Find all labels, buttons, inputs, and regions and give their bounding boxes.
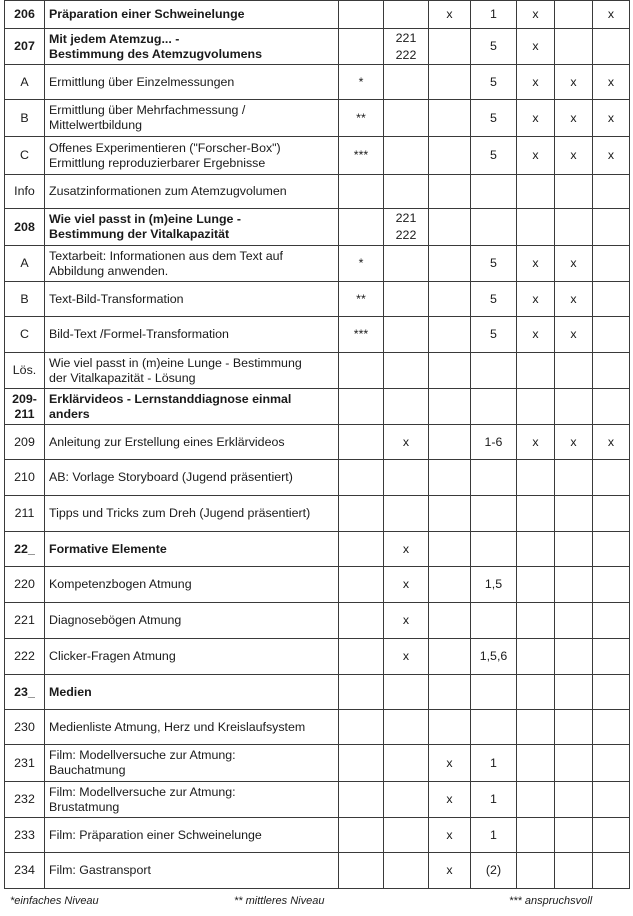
cell-ref bbox=[384, 389, 429, 425]
cell-ref bbox=[384, 353, 429, 389]
cell-col-b: x bbox=[555, 65, 593, 100]
cell-number: 220 bbox=[5, 567, 45, 603]
cell-number: 23_ bbox=[5, 675, 45, 710]
cell-col-a bbox=[517, 209, 555, 246]
cell-ref: x bbox=[384, 532, 429, 567]
cell-col-c bbox=[593, 496, 630, 532]
cell-title: Wie viel passt in (m)eine Lunge - Bestimmung der Vitalkapazität bbox=[45, 209, 339, 246]
cell-ref: 221 222 bbox=[384, 209, 429, 246]
cell-film: x bbox=[429, 1, 471, 29]
cell-col-b bbox=[555, 532, 593, 567]
table-row bbox=[5, 29, 630, 65]
cell-level bbox=[339, 567, 384, 603]
cell-level bbox=[339, 853, 384, 889]
cell-level bbox=[339, 353, 384, 389]
cell-ref bbox=[384, 710, 429, 745]
cell-number: B bbox=[5, 282, 45, 317]
cell-ref bbox=[384, 745, 429, 782]
cell-title: Medien bbox=[45, 675, 339, 710]
cell-col-c bbox=[593, 282, 630, 317]
cell-number: Lös. bbox=[5, 353, 45, 389]
cell-film bbox=[429, 100, 471, 137]
cell-ref bbox=[384, 818, 429, 853]
cell-film bbox=[429, 567, 471, 603]
cell-col-a: x bbox=[517, 65, 555, 100]
cell-number: A bbox=[5, 65, 45, 100]
cell-film bbox=[429, 209, 471, 246]
cell-col-a bbox=[517, 782, 555, 818]
cell-col-c bbox=[593, 603, 630, 639]
cell-col-c bbox=[593, 675, 630, 710]
cell-level bbox=[339, 425, 384, 460]
cell-level bbox=[339, 675, 384, 710]
cell-col-b bbox=[555, 567, 593, 603]
cell-title: Film: Modellversuche zur Atmung: Brustatmung bbox=[45, 782, 339, 818]
cell-film bbox=[429, 65, 471, 100]
table-row bbox=[5, 496, 630, 532]
cell-number: 208 bbox=[5, 209, 45, 246]
cell-col-b bbox=[555, 353, 593, 389]
cell-film bbox=[429, 460, 471, 496]
cell-level bbox=[339, 1, 384, 29]
cell-film bbox=[429, 175, 471, 209]
cell-col-b bbox=[555, 389, 593, 425]
cell-level bbox=[339, 29, 384, 65]
cell-col-a bbox=[517, 675, 555, 710]
cell-ref bbox=[384, 853, 429, 889]
cell-col-b bbox=[555, 175, 593, 209]
cell-col-c bbox=[593, 246, 630, 282]
cell-film bbox=[429, 675, 471, 710]
cell-col-c bbox=[593, 782, 630, 818]
cell-film bbox=[429, 425, 471, 460]
cell-level bbox=[339, 532, 384, 567]
cell-col-b: x bbox=[555, 137, 593, 175]
table-row bbox=[5, 818, 630, 853]
cell-film: x bbox=[429, 745, 471, 782]
cell-title: Erklärvideos - Lernstanddiagnose einmal anders bbox=[45, 389, 339, 425]
cell-competence: (2) bbox=[471, 853, 517, 889]
cell-competence: 5 bbox=[471, 282, 517, 317]
cell-col-c bbox=[593, 639, 630, 675]
cell-col-c bbox=[593, 567, 630, 603]
cell-number: 211 bbox=[5, 496, 45, 532]
cell-ref bbox=[384, 317, 429, 353]
cell-number: 207 bbox=[5, 29, 45, 65]
cell-film bbox=[429, 603, 471, 639]
table-row bbox=[5, 532, 630, 567]
cell-film bbox=[429, 496, 471, 532]
cell-competence: 1,5,6 bbox=[471, 639, 517, 675]
cell-competence bbox=[471, 209, 517, 246]
cell-col-c bbox=[593, 353, 630, 389]
cell-number: B bbox=[5, 100, 45, 137]
cell-col-c bbox=[593, 209, 630, 246]
cell-competence: 1 bbox=[471, 818, 517, 853]
difficulty-legend bbox=[0, 895, 633, 913]
cell-ref bbox=[384, 65, 429, 100]
cell-title: Medienliste Atmung, Herz und Kreislaufsystem bbox=[45, 710, 339, 745]
cell-col-c bbox=[593, 460, 630, 496]
cell-col-b bbox=[555, 745, 593, 782]
cell-col-a: x bbox=[517, 317, 555, 353]
cell-ref bbox=[384, 175, 429, 209]
cell-col-c bbox=[593, 389, 630, 425]
cell-ref bbox=[384, 1, 429, 29]
cell-ref bbox=[384, 675, 429, 710]
cell-col-b: x bbox=[555, 100, 593, 137]
cell-col-a bbox=[517, 639, 555, 675]
cell-level bbox=[339, 175, 384, 209]
cell-competence bbox=[471, 353, 517, 389]
cell-competence: 1 bbox=[471, 745, 517, 782]
cell-number: Info bbox=[5, 175, 45, 209]
table-row bbox=[5, 389, 630, 425]
cell-ref bbox=[384, 782, 429, 818]
cell-col-c: x bbox=[593, 137, 630, 175]
cell-competence: 5 bbox=[471, 29, 517, 65]
cell-col-b bbox=[555, 460, 593, 496]
cell-col-a bbox=[517, 603, 555, 639]
cell-title: Diagnosebögen Atmung bbox=[45, 603, 339, 639]
cell-title: Film: Modellversuche zur Atmung: Bauchatmung bbox=[45, 745, 339, 782]
cell-title: Anleitung zur Erstellung eines Erklärvideos bbox=[45, 425, 339, 460]
cell-number: 221 bbox=[5, 603, 45, 639]
cell-number: C bbox=[5, 317, 45, 353]
table-row bbox=[5, 782, 630, 818]
cell-col-b bbox=[555, 710, 593, 745]
cell-competence bbox=[471, 710, 517, 745]
cell-col-c bbox=[593, 317, 630, 353]
cell-number: 209- 211 bbox=[5, 389, 45, 425]
table-row bbox=[5, 639, 630, 675]
cell-col-b bbox=[555, 496, 593, 532]
cell-title: Clicker-Fragen Atmung bbox=[45, 639, 339, 675]
cell-col-a: x bbox=[517, 246, 555, 282]
table-row bbox=[5, 853, 630, 889]
cell-ref: x bbox=[384, 567, 429, 603]
cell-level bbox=[339, 603, 384, 639]
cell-film bbox=[429, 29, 471, 65]
table-row bbox=[5, 353, 630, 389]
cell-ref bbox=[384, 137, 429, 175]
cell-col-a: x bbox=[517, 1, 555, 29]
cell-competence bbox=[471, 460, 517, 496]
cell-competence: 1 bbox=[471, 782, 517, 818]
cell-col-c bbox=[593, 710, 630, 745]
cell-level bbox=[339, 209, 384, 246]
cell-col-b: x bbox=[555, 425, 593, 460]
table-row bbox=[5, 567, 630, 603]
cell-film: x bbox=[429, 782, 471, 818]
cell-col-c bbox=[593, 818, 630, 853]
cell-number: 230 bbox=[5, 710, 45, 745]
cell-level bbox=[339, 389, 384, 425]
table-row bbox=[5, 745, 630, 782]
cell-col-a: x bbox=[517, 425, 555, 460]
cell-film bbox=[429, 710, 471, 745]
cell-title: Film: Gastransport bbox=[45, 853, 339, 889]
cell-film bbox=[429, 282, 471, 317]
cell-title: Textarbeit: Informationen aus dem Text auf Abbildung anwenden. bbox=[45, 246, 339, 282]
cell-competence: 5 bbox=[471, 137, 517, 175]
cell-competence bbox=[471, 496, 517, 532]
cell-film bbox=[429, 353, 471, 389]
cell-competence: 1-6 bbox=[471, 425, 517, 460]
legend-advanced-level: *** anspruchsvoll bbox=[509, 895, 593, 907]
cell-col-c bbox=[593, 175, 630, 209]
cell-ref: x bbox=[384, 425, 429, 460]
cell-col-c bbox=[593, 745, 630, 782]
cell-col-b bbox=[555, 209, 593, 246]
table-row bbox=[5, 282, 630, 317]
cell-level: * bbox=[339, 65, 384, 100]
cell-col-a bbox=[517, 532, 555, 567]
cell-col-b bbox=[555, 782, 593, 818]
cell-col-b bbox=[555, 29, 593, 65]
cell-number: 233 bbox=[5, 818, 45, 853]
table-row bbox=[5, 175, 630, 209]
cell-title: Zusatzinformationen zum Atemzugvolumen bbox=[45, 175, 339, 209]
cell-col-c: x bbox=[593, 100, 630, 137]
cell-col-c: x bbox=[593, 425, 630, 460]
cell-ref bbox=[384, 246, 429, 282]
cell-ref bbox=[384, 100, 429, 137]
cell-col-c: x bbox=[593, 1, 630, 29]
cell-ref bbox=[384, 496, 429, 532]
cell-number: 231 bbox=[5, 745, 45, 782]
cell-competence: 5 bbox=[471, 246, 517, 282]
cell-number: 206 bbox=[5, 1, 45, 29]
cell-col-a bbox=[517, 496, 555, 532]
cell-number: C bbox=[5, 137, 45, 175]
table-row bbox=[5, 1, 630, 29]
cell-col-a: x bbox=[517, 29, 555, 65]
cell-title: AB: Vorlage Storyboard (Jugend präsentiert) bbox=[45, 460, 339, 496]
cell-col-c bbox=[593, 532, 630, 567]
cell-competence: 5 bbox=[471, 100, 517, 137]
cell-title: Präparation einer Schweinelunge bbox=[45, 1, 339, 29]
cell-competence: 5 bbox=[471, 65, 517, 100]
legend-medium-level: ** mittleres Niveau bbox=[234, 895, 325, 907]
materials-table bbox=[4, 0, 630, 889]
cell-col-a bbox=[517, 745, 555, 782]
cell-col-a bbox=[517, 353, 555, 389]
cell-title: Formative Elemente bbox=[45, 532, 339, 567]
cell-film: x bbox=[429, 818, 471, 853]
cell-title: Ermittlung über Mehrfachmessung / Mittelwertbildung bbox=[45, 100, 339, 137]
legend-basic-level: *einfaches Niveau bbox=[10, 895, 99, 907]
cell-ref bbox=[384, 282, 429, 317]
cell-col-a: x bbox=[517, 100, 555, 137]
table-row bbox=[5, 65, 630, 100]
cell-col-a bbox=[517, 175, 555, 209]
cell-col-b: x bbox=[555, 282, 593, 317]
cell-competence bbox=[471, 175, 517, 209]
cell-level bbox=[339, 639, 384, 675]
table-row bbox=[5, 460, 630, 496]
cell-col-a bbox=[517, 853, 555, 889]
cell-number: 232 bbox=[5, 782, 45, 818]
cell-competence bbox=[471, 389, 517, 425]
cell-col-c bbox=[593, 853, 630, 889]
cell-level bbox=[339, 818, 384, 853]
cell-col-a bbox=[517, 389, 555, 425]
cell-col-b bbox=[555, 853, 593, 889]
cell-ref: x bbox=[384, 639, 429, 675]
cell-col-a bbox=[517, 818, 555, 853]
cell-competence: 1 bbox=[471, 1, 517, 29]
cell-number: 210 bbox=[5, 460, 45, 496]
cell-number: 22_ bbox=[5, 532, 45, 567]
cell-ref bbox=[384, 460, 429, 496]
cell-competence: 5 bbox=[471, 317, 517, 353]
cell-number: 209 bbox=[5, 425, 45, 460]
cell-title: Offenes Experimentieren ("Forscher-Box") Ermittlung reproduzierbarer Ergebnisse bbox=[45, 137, 339, 175]
cell-number: A bbox=[5, 246, 45, 282]
cell-film bbox=[429, 246, 471, 282]
cell-film bbox=[429, 137, 471, 175]
cell-film bbox=[429, 389, 471, 425]
cell-level: ** bbox=[339, 282, 384, 317]
cell-number: 222 bbox=[5, 639, 45, 675]
cell-col-b bbox=[555, 675, 593, 710]
cell-col-b bbox=[555, 603, 593, 639]
cell-competence: 1,5 bbox=[471, 567, 517, 603]
cell-competence bbox=[471, 675, 517, 710]
cell-level: * bbox=[339, 246, 384, 282]
table-row bbox=[5, 137, 630, 175]
cell-film bbox=[429, 639, 471, 675]
cell-title: Tipps und Tricks zum Dreh (Jugend präsentiert) bbox=[45, 496, 339, 532]
table-row bbox=[5, 425, 630, 460]
cell-level: *** bbox=[339, 317, 384, 353]
cell-col-b bbox=[555, 639, 593, 675]
cell-level bbox=[339, 496, 384, 532]
cell-col-a bbox=[517, 710, 555, 745]
cell-title: Ermittlung über Einzelmessungen bbox=[45, 65, 339, 100]
cell-col-a bbox=[517, 567, 555, 603]
cell-col-b: x bbox=[555, 246, 593, 282]
cell-col-b: x bbox=[555, 317, 593, 353]
table-row bbox=[5, 317, 630, 353]
cell-title: Text-Bild-Transformation bbox=[45, 282, 339, 317]
cell-col-a: x bbox=[517, 137, 555, 175]
cell-col-a: x bbox=[517, 282, 555, 317]
cell-col-b bbox=[555, 818, 593, 853]
table-row bbox=[5, 100, 630, 137]
cell-title: Mit jedem Atemzug... - Bestimmung des Atemzugvolumens bbox=[45, 29, 339, 65]
cell-col-a bbox=[517, 460, 555, 496]
cell-competence bbox=[471, 532, 517, 567]
cell-title: Wie viel passt in (m)eine Lunge - Bestimmung der Vitalkapazität - Lösung bbox=[45, 353, 339, 389]
cell-level bbox=[339, 745, 384, 782]
table-row bbox=[5, 209, 630, 246]
cell-level bbox=[339, 710, 384, 745]
cell-level bbox=[339, 460, 384, 496]
table-row bbox=[5, 675, 630, 710]
cell-col-b bbox=[555, 1, 593, 29]
cell-title: Bild-Text /Formel-Transformation bbox=[45, 317, 339, 353]
cell-film bbox=[429, 532, 471, 567]
cell-level: *** bbox=[339, 137, 384, 175]
cell-number: 234 bbox=[5, 853, 45, 889]
table-row bbox=[5, 710, 630, 745]
cell-level bbox=[339, 782, 384, 818]
cell-level: ** bbox=[339, 100, 384, 137]
cell-film: x bbox=[429, 853, 471, 889]
cell-competence bbox=[471, 603, 517, 639]
table-row bbox=[5, 246, 630, 282]
cell-title: Film: Präparation einer Schweinelunge bbox=[45, 818, 339, 853]
cell-title: Kompetenzbogen Atmung bbox=[45, 567, 339, 603]
cell-col-c: x bbox=[593, 65, 630, 100]
cell-film bbox=[429, 317, 471, 353]
cell-col-c bbox=[593, 29, 630, 65]
cell-ref: x bbox=[384, 603, 429, 639]
table-row bbox=[5, 603, 630, 639]
cell-ref: 221 222 bbox=[384, 29, 429, 65]
